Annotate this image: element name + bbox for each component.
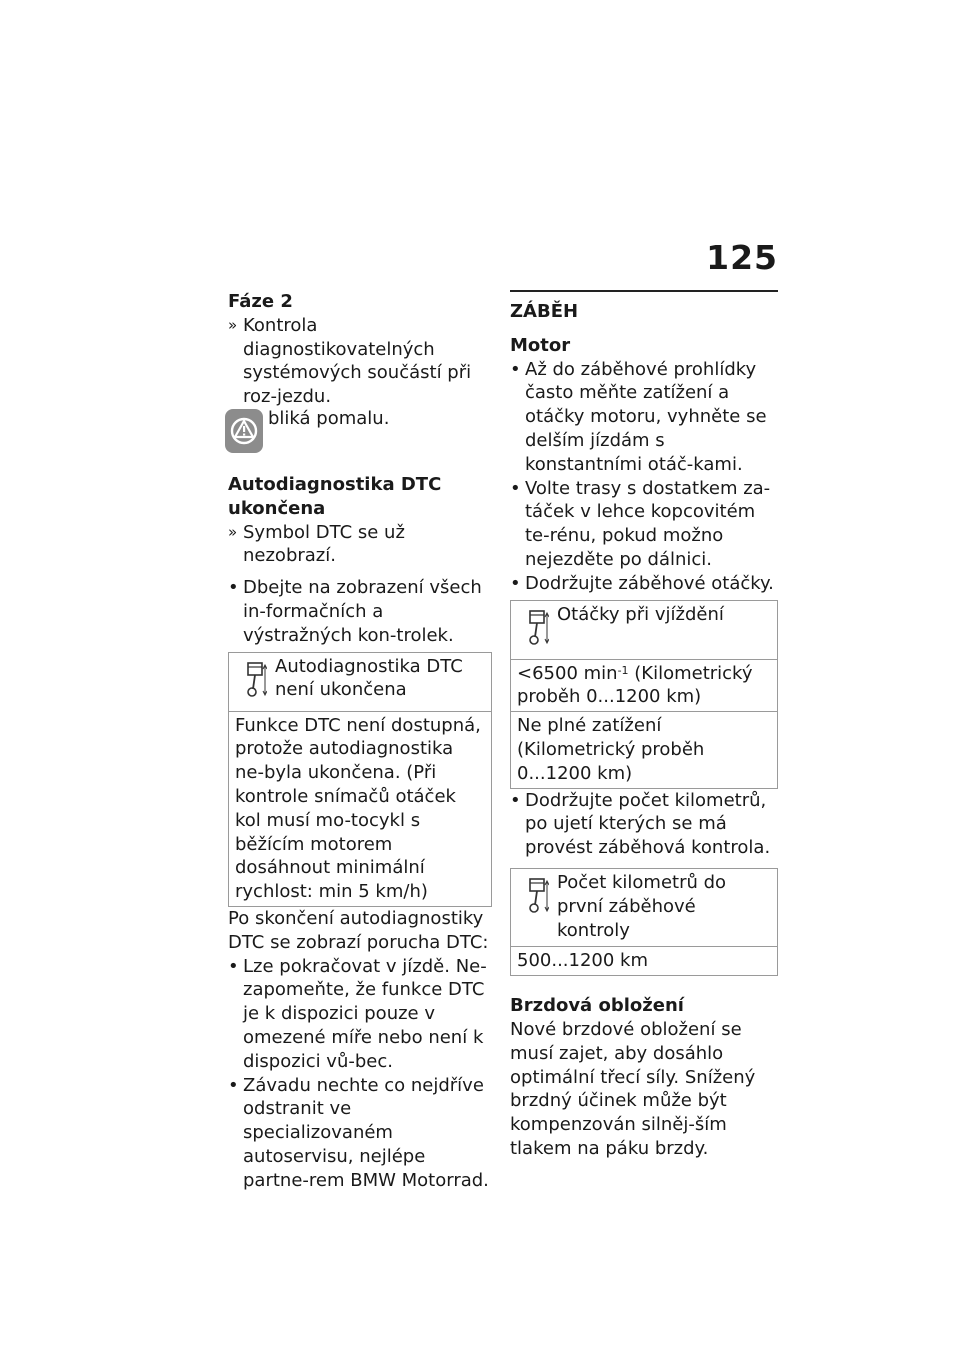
rpm-table [510, 600, 778, 789]
table-header-text: Autodiagnostika DTC není ukončena [275, 655, 463, 701]
motor-heading: Motor [510, 334, 571, 356]
left-column [228, 290, 492, 1193]
list-item-text: Dodržujte záběhové otáčky. [525, 572, 774, 594]
list-item-text: Závadu nechte co nejdříve odstranit ve specializovaném autoservisu, nejlépe partne-rem BMW Motorrad. [243, 1074, 489, 1191]
list-item-text: Dodržujte počet kilometrů, po ujetí kterých se má provést záběhová kontrola. [525, 789, 771, 859]
bullet-dot: • [510, 572, 521, 594]
table-row: 500...1200 km [517, 950, 649, 972]
list-item [510, 789, 778, 860]
engine-piston-icon [517, 871, 557, 942]
list-item [228, 955, 492, 1074]
table-header [229, 653, 491, 712]
rpm-range: (Kilometrický proběh 0...1200 km) [517, 662, 753, 708]
result-mark: » [228, 315, 238, 334]
table-header [511, 601, 777, 660]
table-header [511, 869, 777, 947]
list-item [510, 358, 778, 477]
bullet-dot: • [510, 789, 521, 811]
bullet-dot: • [510, 477, 521, 499]
list-item [228, 1074, 492, 1193]
list-item-text: Až do záběhové prohlídky často měňte zatížení a otáčky motoru, vyhněte se delším jízdám s konstantními otáč-kami. [525, 358, 767, 475]
list-item-text: Volte trasy s dostatkem za-táček v lehce kopcovitém te-rénu, pokud možno nejezděte po dálnici. [525, 477, 771, 570]
brake-heading: Brzdová obložení [510, 995, 684, 1017]
table-row [511, 660, 777, 713]
right-column [510, 290, 778, 1161]
indicator-text: bliká pomalu. [268, 407, 390, 429]
dtc-heading: Autodiagnostika DTC ukončena [228, 473, 442, 519]
table-row: Funkce DTC není dostupná, protože autodiagnostika ne-byla ukončena. (Při kontrole snímačů otáček kol musí mo-tocykl s běžícím motorem dosáhnout minimální rychlost: min 5 km/h) [235, 714, 481, 903]
table-row: Ne plné zatížení (Kilometrický proběh 0...1200 km) [517, 715, 705, 784]
engine-piston-icon [517, 603, 557, 655]
list-item-text: Lze pokračovat v jízdě. Ne-zapomeňte, že funkce DTC je k dispozici pouze v omezené míře nebo není k dispozici vů-bec. [243, 955, 487, 1072]
section-rule [510, 290, 778, 292]
page-number: 125 [706, 238, 778, 277]
km-table [510, 868, 778, 976]
engine-piston-icon [235, 655, 275, 707]
dtc-warning-icon [225, 409, 263, 453]
phase-result-text: Kontrola diagnostikovatelných systémových součástí při roz-jezdu. [243, 314, 472, 408]
dtc-result [228, 521, 492, 569]
bullet-dot: • [228, 955, 239, 977]
note-bullet-text: Dbejte na zobrazení všech in-formačních a výstražných kon-trolek. [243, 577, 482, 646]
note-bullet [228, 576, 492, 647]
phase-result [228, 314, 492, 409]
table-header-text: Otáčky při vjíždění [557, 603, 724, 625]
section-title: ZÁBĚH [510, 301, 579, 322]
list-item [510, 477, 778, 572]
dtc-info-table [228, 652, 492, 907]
list-item [510, 572, 778, 596]
result-mark: » [228, 522, 238, 541]
after-text: Po skončení autodiagnostiky DTC se zobrazí porucha DTC: [228, 907, 489, 953]
bullet-dot: • [510, 358, 521, 380]
rpm-exponent: -1 [617, 663, 629, 677]
phase-heading: Fáze 2 [228, 291, 293, 312]
bullet-dot: • [228, 1074, 239, 1096]
dtc-result-text: Symbol DTC se už nezobrazí. [243, 521, 405, 567]
rpm-value: <6500 min [517, 662, 618, 684]
bullet-dot: • [228, 577, 239, 599]
table-header-text: Počet kilometrů do první záběhové kontroly [557, 871, 727, 941]
indicator-line [228, 409, 492, 455]
brake-text: Nové brzdové obložení se musí zajet, aby dosáhlo optimální třecí síly. Snížený brzdný účinek může být kompenzován silněj-ším tlakem na páku brzdy. [510, 1018, 756, 1159]
